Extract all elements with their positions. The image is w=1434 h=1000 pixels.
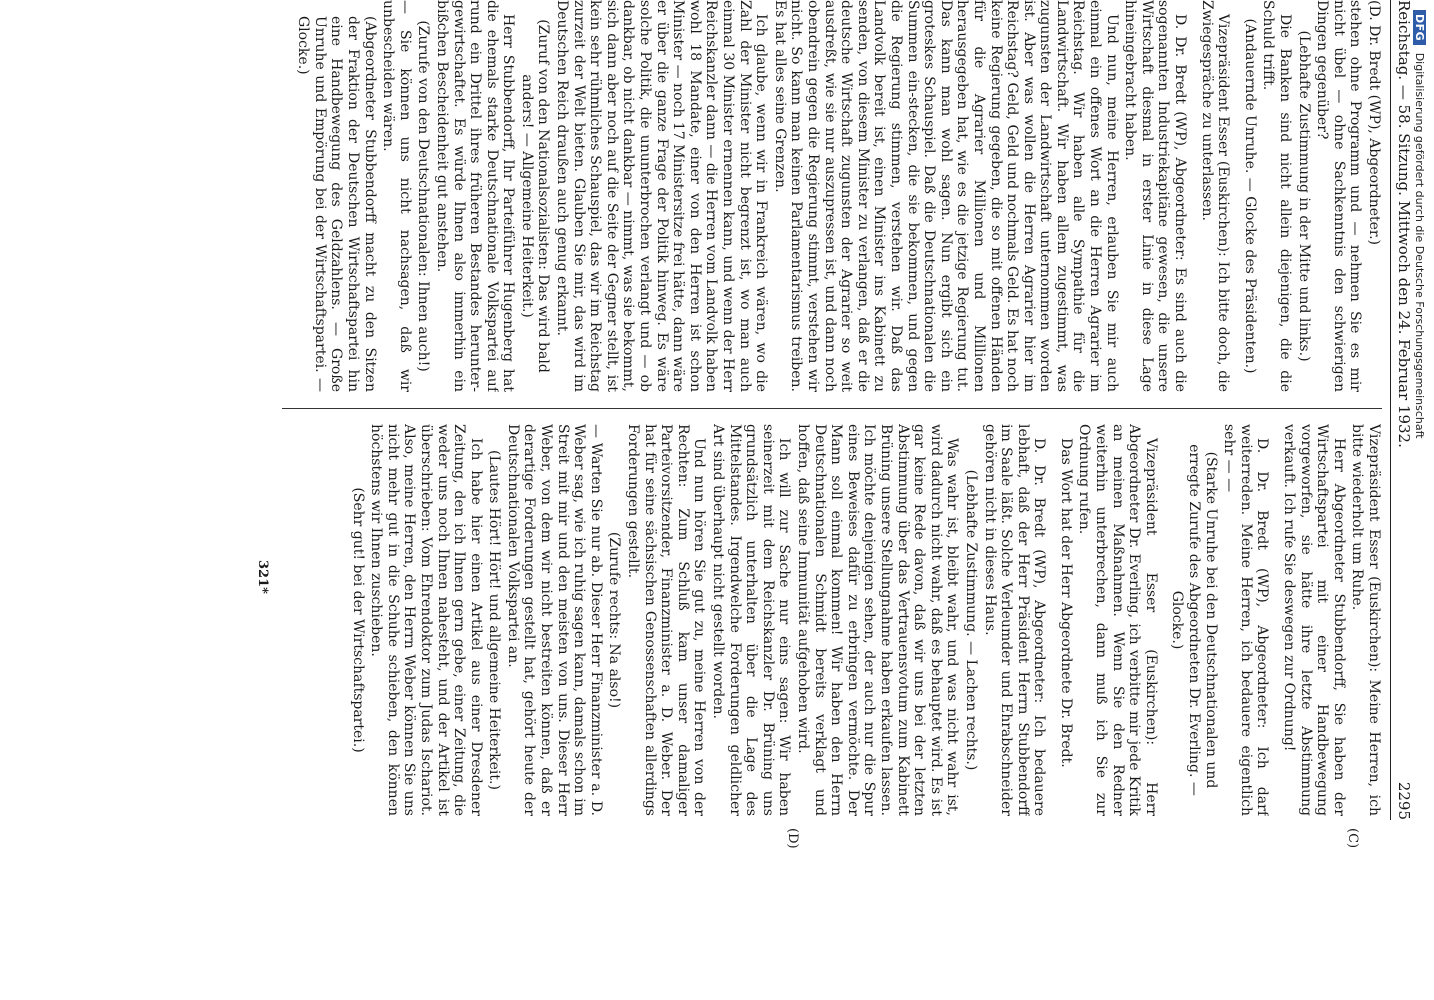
paragraph: Vizepräsident Esser (Euskirchen): Ich bitte doch, die Zwiegespräche zu unterlassen. [1198,0,1232,392]
paragraph: Herr Abgeordneter Stubbendorff, Sie haben der Wirtschaftspartei mit einer Handbewegung vorgeworfen, sie hätte ihre letzte Abstimmung verkauft. Ich rufe Sie deswegen zur Ordnung! [1281,424,1347,816]
interjection: (Lautes Hört! Hört! und allgemeine Heiterkeit.) [486,450,503,790]
paragraph: Was wahr ist, bleibt wahr, und was nicht wahr ist, wird dadurch nicht wahr, daß es behauptet wird. Es ist gar keine Rede davon, daß wir uns bei der letzten Abstimmung über das Vertrauensvotum zum Kabinett Brüning unsere Stellungnahme haben erkaufen lassen. Ich möchte denjenigen sehen, der auch nur die Spur eines Beweises dafür zu erbringen vermöchte. Der Mann soll einmal kommen! Wir haben den Herrn Deutschnationalen Schmidt bereits verklagt und hoffen, daß seine Immunität aufgehoben wird. [795,424,961,816]
paragraph: — Sie können uns nicht nachsagen, daß wir unbescheiden wären. [380,0,413,392]
paragraph: Ich habe hier einen Artikel aus einer Dresdener Zeitung, den ich Ihnen gern gebe, einer Zeitung, die weder uns noch Ihnen nahesteht, und der Artikel ist überschrieben: Vom Ehrendoktor zum Judas Ischariot. Also, meine Herren, den Herrn Weber können Sie uns nicht mehr gut in die Schuhe schieben, den können höchstens wir Ihnen zuschieben. [368,424,484,816]
interjection: (Lebhafte Zustimmung. — Lachen rechts.) [962,469,979,771]
paragraph: D. Dr. Bredt (WP), Abgeordneter: Es sind auch die sogenannten Industriekapitäne gewesen, die unsere Wirtschaft diesmal in erster Linie in diese Lage hineingebracht haben. [1122,0,1189,392]
interjection: (Sehr gut! bei der Wirtschaftspartei.) [349,487,366,753]
paragraph: Und nun hören Sie gut zu, meine Herren von der Rechten: Zum Schluß kam unser damaliger Parteivorsitzender, Finanzminister a. D. Weber. Der hat für seine sächsischen Genossenschaften allerdings Forderungen gestellt. [625,424,708,816]
interjection: (Lebhafte Zustimmung in der Mitte und links.) [1295,30,1312,362]
interjection: (Abgeordneter Stubbendorff macht zu den Sitzen der Fraktion der Deutschen Wirtschaftspartei hin eine Handbewegung des Geldzahlens. — Große Unruhe und Empörung bei der Wirtschaftspartei. — Glocke.) [295,16,378,392]
paragraph: Die Banken sind nicht allein diejenigen, die die Schuld trifft. [1260,0,1294,392]
funding-text: Digitalisierung gefördert durch die Deutsche Forschungsgemeinschaft [1413,52,1426,439]
margin-marker-d: (D) [785,828,800,849]
rotated-page [180,0,1420,849]
margin-marker-c: (C) [1345,828,1360,849]
paragraph: stehen ohne Programm und — nehmen Sie es mir nicht übel — ohne Sachkenntnis den schwierigen Dingen gegenüber? [1314,0,1364,392]
page-number: 2295 [1394,781,1413,820]
interjection: (Zuruf von den Nationalsozialisten: Das wird bald anders! — Allgemeine Heiterkeit.) [518,19,552,373]
left-column [272,0,1382,392]
column-divider [282,408,1382,409]
paragraph: D. Dr. Bredt (WP), Abgeordneter: Ich darf weiterreden. Meine Herren, ich bedauere eigentlich sehr — — [1221,424,1271,816]
funding-note [1413,10,1426,439]
right-column [272,424,1382,816]
paragraph: Ich will zur Sache nur eins sagen: Wir haben seinerzeit mit dem Reichskanzler Dr. Brüning uns grundsätzlich unterhalten über die Lage des Mittelstandes. Irgendwelche Forderungen geldlicher Art sind überhaupt nicht gestellt worden. [710,424,793,816]
paragraph: Und nun, meine Herren, erlauben Sie mir auch einmal ein offenes Wort an die Herren Agrarier im Reichstag. Wir haben alle Sympathie für die Landwirtschaft. Wir haben allem zugestimmt, was zugunsten der Landwirtschaft unternommen worden ist. Aber was wollen die Herren Agrarier hier im Reichstag? Geld, Geld und nochmals Geld. Es hat noch keine Regierung gegeben, die so mit offenen Händen für die Agrarier Millionen und Millionen herausgegeben hat, wie es die jetzige Regierung tut. Das kann man wohl sagen. Nun ergibt sich ein groteskes Schauspiel. Daß die Deutschnationalen die Summen ein-stecken, die sie bekommen, und gegen die Regierung stimmen, verstehen wir. Daß das Landvolk bereit ist, einen Minister ins Kabinett zu senden, von diesem Minister zu verlangen, daß er die deutsche Wirtschaft zugunsten der Agrarier so weit ausdreßt, wie sie nur auszupressen ist, und dann noch obendrein gegen die Regierung stimmt, verstehen wir nicht. So kann man keinen Parlamentarismus treiben. Es hat alles seine Grenzen. [771,0,1120,392]
signature-mark: 321* [255,560,270,594]
paragraph: — Warten Sie nur ab. Dieser Herr Finanzminister a. D. Weber sag, wie ich ruhig sagen kann, damals schon im Streit mit mir und den meisten von uns. Dieser Herr Weber, von dem wir nicht bestreiten können, daß er derartige Forderungen gestellt hat, gehört heute der Deutschnationalen Volkspartei an. [504,424,604,816]
header-title: Reichstag. — 58. Sitzung. Mittwoch den 24. Februar 1932. [1394,0,1413,448]
paragraph: Vizepräsident Esser (Euskirchen): Meine Herren, ich bitte wiederholt um Ruhe. [1349,424,1382,816]
interjection: (Zurufe rechts: Na also!) [606,531,623,709]
speaker-line: (D. Dr. Bredt (WP), Abgeordneter.) [1366,0,1382,245]
interjection: (Andauernde Unruhe. — Glocke des Präsidenten.) [1241,18,1258,374]
paragraph: Ich glaube, wenn wir in Frankreich wären, wo die Zahl der Minister nicht begrenzt ist, wo man auch einmal 30 Minister ernennen kann, und wenn der Herr Reichskanzler dann — die Herren vom Landvolk haben wohl 18 Mandate, einer von den Herren ist schon Minister — noch 17 Ministersitze frei hätte, dann wäre er über die ganze Frage der Politik hinweg. Es wäre solche Politik, die ununterbrochen verlangt und — ob dankbar, ob nicht dankbar — nimmt, was sie bekommt, sich dann aber noch auf die Seite der Gegner stellt, ist kein sehr rühmliches Schauspiel, das wir im Reichstag zurzeit der Welt bieten. Glauben Sie mir, das wird im Deutschen Reich draußen auch genug erkannt. [554,0,770,392]
dfg-logo: DFG [1413,10,1426,45]
paragraph: Das Wort hat der Herr Abgeordnete Dr. Bredt. [1057,438,1074,768]
paragraph: D. Dr. Bredt (WP), Abgeordneter: Ich bedauere lebhaft, daß der Herr Präsident Herrn Stubbendorff im Saale läßt. Solche Verleumder und Ehrabschneider gehören nicht in dieses Haus. [981,424,1048,816]
interjection: (Zurufe von den Deutschnationalen: Ihnen auch!) [415,20,432,372]
interjection: (Starke Unruhe bei den Deutschnationalen und erregte Zurufe des Abgeordneten Dr. Everling. — Glocke.) [1169,444,1219,796]
paragraph: Herr Stubbendorff, Ihr Parteiführer Hugenberg hat die ehemals starke Deutschnationale Volkspartei auf rund ein Drittel ihres früheren Bestandes herunter-gewirtschaftet. Es würde Ihnen also immerhin ein bißchen Bescheidenheit gut anstehen. [433,0,517,392]
paragraph: Vizepräsident Esser (Euskirchen): Herr Abgeordneter Dr. Everling, ich verbitte mir jede Kritik an meinen Maßnahmen. Wenn Sie den Redner weiterhin unterbrechen, dann muß ich Sie zur Ordnung rufen. [1076,424,1159,816]
